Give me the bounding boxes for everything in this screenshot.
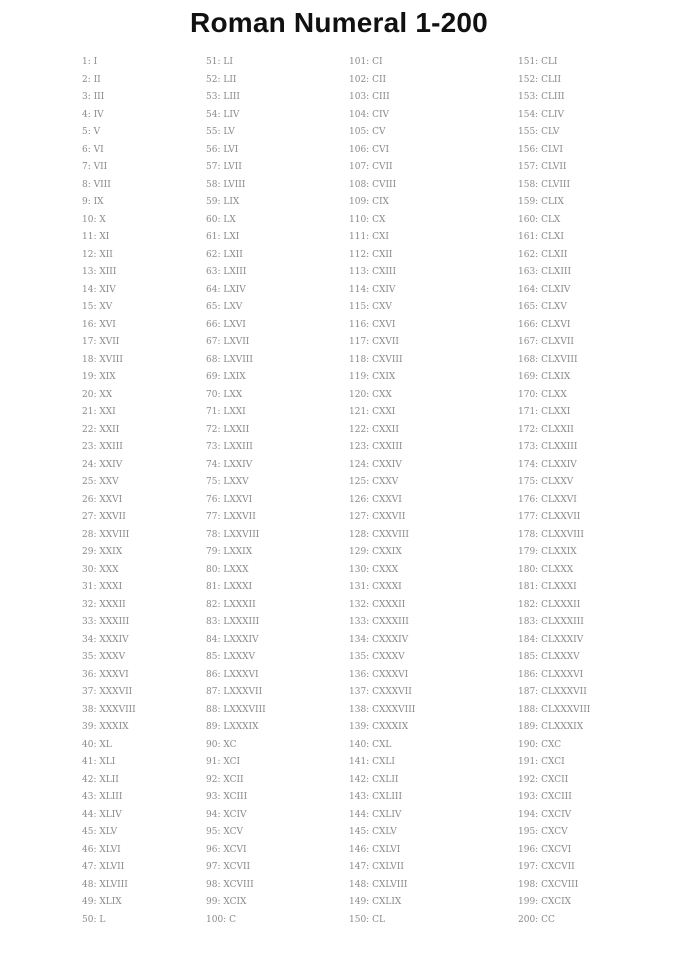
numeral-entry: 66: LXVI [206,319,246,330]
numeral-entry: 63: LXIII [206,267,247,277]
numeral-entry: 162: CLXII [518,249,568,260]
numeral-entry: 25: XXV [82,477,119,487]
numeral-entry: 142: CXLII [349,774,399,785]
numeral-entry: 167: CLXVII [518,337,574,347]
numeral-entry: 4: IV [82,109,104,120]
numeral-entry: 179: CLXXIX [518,547,577,557]
numeral-entry: 78: LXXVIII [206,529,260,540]
numeral-entry: 104: CIV [349,109,390,120]
numeral-entry: 97: XCVII [206,862,251,872]
numeral-entry: 45: XLV [82,827,118,837]
numeral-entry: 79: LXXIX [206,547,253,557]
numeral-entry: 184: CLXXXIV [518,634,584,645]
numeral-entry: 170: CLXX [518,389,567,400]
numeral-entry: 117: CXVII [349,337,399,347]
numeral-entry: 108: CVIII [349,179,397,190]
numeral-entry: 30: XXX [82,564,119,575]
numeral-entry: 110: CX [349,214,386,225]
numeral-entry: 192: CXCII [518,774,569,785]
numeral-entry: 164: CLXIV [518,284,571,295]
numeral-column-51-100 [206,54,266,929]
numeral-entry: 163: CLXIII [518,267,572,277]
numeral-entry: 166: CLXVI [518,319,571,330]
numeral-entry: 175: CLXXV [518,477,574,487]
numeral-entry: 81: LXXXI [206,582,253,592]
numeral-entry: 10: X [82,214,106,225]
numeral-entry: 174: CLXXIV [518,459,577,470]
numeral-entry: 7: VII [82,162,108,172]
numeral-entry: 72: LXXII [206,424,250,435]
numeral-entry: 195: CXCV [518,827,568,837]
numeral-entry: 150: CL [349,914,385,925]
numeral-entry: 187: CLXXXVII [518,687,587,697]
numeral-entry: 51: LI [206,57,233,67]
numeral-entry: 193: CXCIII [518,792,572,802]
numeral-entry: 86: LXXXVI [206,669,259,680]
numeral-entry: 21: XXI [82,407,116,417]
numeral-entry: 33: XXXIII [82,617,130,627]
numeral-entry: 96: XCVI [206,844,247,855]
numeral-entry: 116: CXVI [349,319,396,330]
numeral-entry: 136: CXXXVI [349,669,409,680]
numeral-entry: 71: LXXI [206,407,246,417]
numeral-entry: 180: CLXXX [518,564,574,575]
numeral-entry: 161: CLXI [518,232,564,242]
numeral-entry: 127: CXXVII [349,512,406,522]
numeral-entry: 67: LXVII [206,337,250,347]
numeral-entry: 191: CXCI [518,757,565,767]
numeral-entry: 143: CXLIII [349,792,403,802]
numeral-entry: 113: CXIII [349,267,397,277]
numeral-entry: 141: CXLI [349,757,395,767]
numeral-entry: 27: XXVII [82,512,126,522]
numeral-entry: 114: CXIV [349,284,396,295]
numeral-entry: 22: XXII [82,424,120,435]
numeral-entry: 56: LVI [206,144,239,155]
numeral-entry: 155: CLV [518,127,560,137]
numeral-entry: 99: XCIX [206,897,247,907]
numeral-entry: 87: LXXXVII [206,687,263,697]
numeral-entry: 130: CXXX [349,564,399,575]
numeral-entry: 5: V [82,127,101,137]
numeral-entry: 199: CXCIX [518,897,572,907]
numeral-entry: 149: CXLIX [349,897,402,907]
numeral-entry: 147: CXLVII [349,862,404,872]
numeral-entry: 200: CC [518,914,555,925]
numeral-entry: 74: LXXIV [206,459,253,470]
numeral-entry: 181: CLXXXI [518,582,577,592]
numeral-entry: 172: CLXXII [518,424,574,435]
numeral-entry: 148: CXLVIII [349,879,408,890]
numeral-entry: 23: XXIII [82,442,123,452]
numeral-entry: 120: CXX [349,389,392,400]
numeral-entry: 186: CLXXXVI [518,669,584,680]
numeral-entry: 140: CXL [349,739,392,750]
numeral-entry: 115: CXV [349,302,392,312]
numeral-entry: 42: XLII [82,774,119,785]
numeral-entry: 129: CXXIX [349,547,402,557]
numeral-entry: 50: L [82,914,106,925]
numeral-entry: 125: CXXV [349,477,399,487]
numeral-entry: 135: CXXXV [349,652,405,662]
numeral-entry: 122: CXXII [349,424,399,435]
numeral-entry: 146: CXLVI [349,844,401,855]
numeral-entry: 19: XIX [82,372,116,382]
numeral-entry: 152: CLII [518,74,562,85]
numeral-entry: 128: CXXVIII [349,529,409,540]
numeral-entry: 75: LXXV [206,477,249,487]
numeral-entry: 124: CXXIV [349,459,402,470]
numeral-entry: 176: CLXXVI [518,494,577,505]
numeral-entry: 8: VIII [82,179,111,190]
numeral-entry: 131: CXXXI [349,582,402,592]
numeral-entry: 62: LXII [206,249,243,260]
numeral-entry: 188: CLXXXVIII [518,704,591,715]
numeral-entry: 57: LVII [206,162,242,172]
numeral-entry: 52: LII [206,74,237,85]
numeral-entry: 173: CLXXIII [518,442,578,452]
numeral-entry: 119: CXIX [349,372,396,382]
numeral-entry: 36: XXXVI [82,669,129,680]
numeral-entry: 3: III [82,92,105,102]
numeral-entry: 15: XV [82,302,113,312]
numeral-entry: 168: CLXVIII [518,354,578,365]
numeral-entry: 26: XXVI [82,494,123,505]
numeral-column-101-150 [349,54,415,929]
numeral-entry: 112: CXII [349,249,393,260]
numeral-entry: 35: XXXV [82,652,126,662]
numeral-entry: 20: XX [82,389,113,400]
numeral-entry: 49: XLIX [82,897,122,907]
numeral-entry: 9: IX [82,197,104,207]
numeral-entry: 64: LXIV [206,284,246,295]
numeral-column-151-200 [518,54,590,929]
numeral-entry: 43: XLIII [82,792,123,802]
numeral-entry: 89: LXXXIX [206,722,259,732]
numeral-entry: 160: CLX [518,214,561,225]
numeral-entry: 105: CV [349,127,386,137]
numeral-entry: 101: CI [349,57,383,67]
numeral-entry: 46: XLVI [82,844,121,855]
numeral-entry: 165: CLXV [518,302,567,312]
numeral-entry: 151: CLI [518,57,558,67]
numeral-entry: 47: XLVII [82,862,125,872]
numeral-entry: 111: CXI [349,232,389,242]
numeral-entry: 123: CXXIII [349,442,403,452]
numeral-entry: 83: LXXXIII [206,617,260,627]
numeral-entry: 44: XLIV [82,809,122,820]
numeral-entry: 13: XIII [82,267,117,277]
numeral-entry: 183: CLXXXIII [518,617,584,627]
numeral-entry: 60: LX [206,214,236,225]
numeral-entry: 90: XC [206,739,237,750]
numeral-entry: 48: XLVIII [82,879,128,890]
numeral-entry: 88: LXXXVIII [206,704,266,715]
numeral-entry: 65: LXV [206,302,243,312]
numeral-entry: 107: CVII [349,162,393,172]
numeral-entry: 103: CIII [349,92,390,102]
numeral-entry: 61: LXI [206,232,240,242]
numeral-entry: 118: CXVIII [349,354,403,365]
numeral-entry: 134: CXXXIV [349,634,409,645]
numeral-entry: 84: LXXXIV [206,634,259,645]
numeral-entry: 145: CXLV [349,827,397,837]
numeral-entry: 182: CLXXXII [518,599,581,610]
numeral-entry: 171: CLXXI [518,407,571,417]
numeral-entry: 73: LXXIII [206,442,253,452]
numeral-entry: 126: CXXVI [349,494,402,505]
numeral-entry: 38: XXXVIII [82,704,136,715]
numeral-entry: 37: XXXVII [82,687,133,697]
numeral-entry: 77: LXXVII [206,512,256,522]
numeral-entry: 197: CXCVII [518,862,575,872]
numeral-entry: 41: XLI [82,757,116,767]
numeral-entry: 138: CXXXVIII [349,704,416,715]
numeral-entry: 132: CXXXII [349,599,406,610]
numeral-entry: 85: LXXXV [206,652,256,662]
numeral-entry: 31: XXXI [82,582,123,592]
numeral-entry: 158: CLVIII [518,179,571,190]
numeral-entry: 34: XXXIV [82,634,129,645]
numeral-entry: 70: LXX [206,389,243,400]
numeral-entry: 53: LIII [206,92,240,102]
page-title: Roman Numeral 1-200 [190,7,488,38]
numeral-entry: 93: XCIII [206,792,248,802]
numeral-entry: 32: XXXII [82,599,126,610]
numeral-entry: 177: CLXXVII [518,512,581,522]
numeral-entry: 139: CXXXIX [349,722,409,732]
numeral-entry: 6: VI [82,144,104,155]
numeral-entry: 95: XCV [206,827,243,837]
numeral-entry: 190: CXC [518,739,562,750]
numeral-entry: 153: CLIII [518,92,565,102]
numeral-entry: 16: XVI [82,319,116,330]
numeral-entry: 28: XXVIII [82,529,130,540]
numeral-entry: 12: XII [82,249,113,260]
numeral-entry: 109: CIX [349,197,389,207]
numeral-entry: 137: CXXXVII [349,687,412,697]
numeral-entry: 133: CXXXIII [349,617,409,627]
numeral-entry: 100: C [206,914,236,925]
numeral-column-1-50 [82,54,136,929]
numeral-entry: 91: XCI [206,757,241,767]
numeral-entry: 59: LIX [206,197,240,207]
numeral-entry: 24: XXIV [82,459,123,470]
numeral-entry: 54: LIV [206,109,240,120]
numeral-entry: 196: CXCVI [518,844,572,855]
numeral-entry: 39: XXXIX [82,722,129,732]
numeral-entry: 1: I [82,57,98,67]
numeral-entry: 98: XCVIII [206,879,254,890]
numeral-entry: 40: XL [82,739,112,750]
numeral-entry: 185: CLXXXV [518,652,580,662]
numeral-entry: 157: CLVII [518,162,567,172]
numeral-entry: 69: LXIX [206,372,246,382]
numeral-entry: 11: XI [82,232,110,242]
numeral-entry: 92: XCII [206,774,244,785]
numeral-entry: 189: CLXXXIX [518,722,584,732]
numeral-entry: 102: CII [349,74,387,85]
numeral-entry: 76: LXXVI [206,494,253,505]
numeral-entry: 29: XXIX [82,547,123,557]
numeral-entry: 156: CLVI [518,144,563,155]
numeral-entry: 58: LVIII [206,179,246,190]
numeral-entry: 194: CXCIV [518,809,572,820]
numeral-entry: 80: LXXX [206,564,249,575]
numeral-entry: 154: CLIV [518,109,564,120]
numeral-entry: 14: XIV [82,284,116,295]
numeral-entry: 169: CLXIX [518,372,571,382]
numeral-entry: 17: XVII [82,337,120,347]
numeral-entry: 178: CLXXVIII [518,529,584,540]
numeral-entry: 94: XCIV [206,809,247,820]
numeral-entry: 106: CVI [349,144,390,155]
numeral-entry: 2: II [82,74,101,85]
numeral-entry: 68: LXVIII [206,354,253,365]
numeral-entry: 159: CLIX [518,197,564,207]
numeral-entry: 121: CXXI [349,407,396,417]
numeral-entry: 55: LV [206,127,235,137]
numeral-entry: 198: CXCVIII [518,879,579,890]
numeral-entry: 18: XVIII [82,354,123,365]
numeral-entry: 144: CXLIV [349,809,402,820]
numeral-entry: 82: LXXXII [206,599,256,610]
